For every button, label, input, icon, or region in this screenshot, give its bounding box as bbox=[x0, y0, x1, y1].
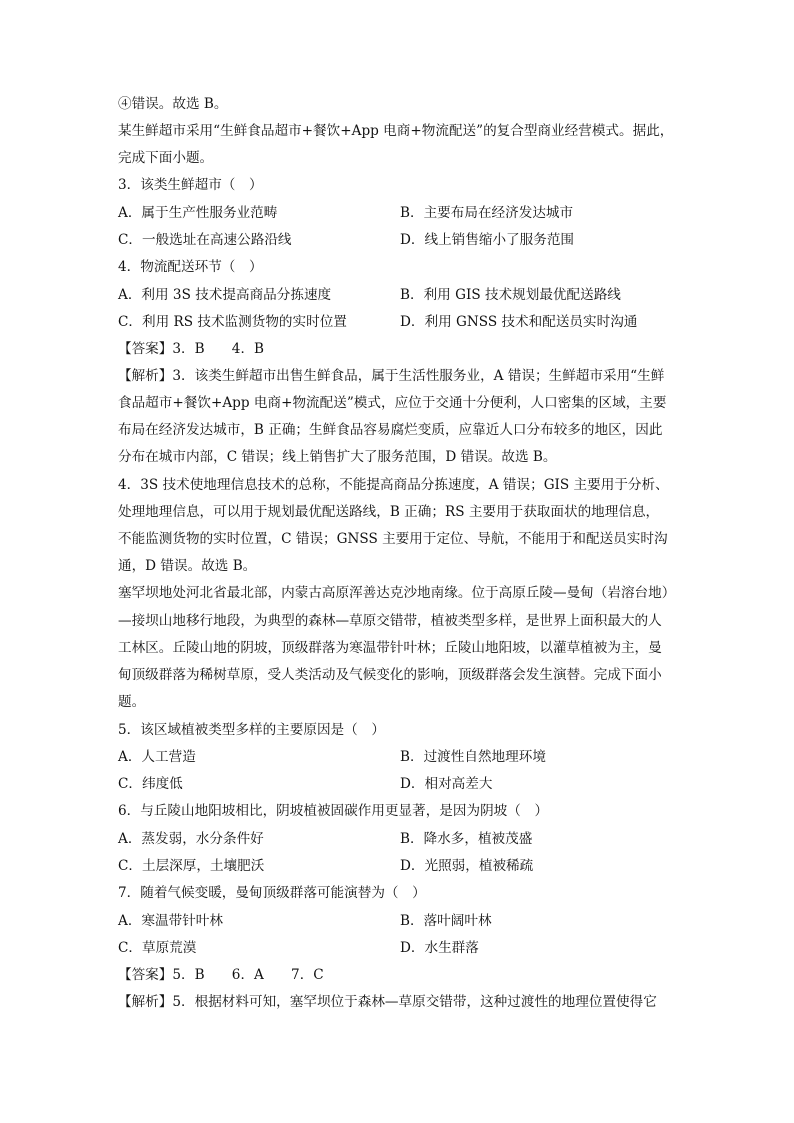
option-3a: A．属于生产性服务业范畴 bbox=[118, 205, 278, 221]
answer-line: 【答案】5．B 6．A 7．C bbox=[118, 967, 324, 983]
question-3: 3．该类生鲜超市（ ） bbox=[118, 177, 263, 193]
material-line: 某生鲜超市采用“生鲜食品超市+餐饮+App 电商+物流配送”的复合型商业经营模式。据此， bbox=[118, 123, 674, 139]
explanation-line: 【解析】3．该类生鲜超市出售生鲜食品，属于生活性服务业，A 错误；生鲜超市采用“生鲜 bbox=[118, 368, 665, 384]
material-line: —接坝山地移行地段，为典型的森林—草原交错带，植被类型多样，是世界上面积最大的人 bbox=[118, 613, 662, 629]
material-line: 题。 bbox=[118, 694, 146, 710]
option-4d: D．利用 GNSS 技术和配送员实时沟通 bbox=[400, 314, 638, 330]
explanation-line: 【解析】5．根据材料可知，塞罕坝位于森林—草原交错带，这种过渡性的地理位置使得它 bbox=[118, 994, 657, 1010]
option-4b: B．利用 GIS 技术规划最优配送路线 bbox=[400, 287, 621, 303]
explanation-line: 通，D 错误。故选 B。 bbox=[118, 558, 257, 574]
option-7b: B．落叶阔叶林 bbox=[400, 913, 492, 929]
question-7: 7．随着气候变暖，曼甸顶级群落可能演替为（ ） bbox=[118, 885, 426, 901]
option-6c: C．土层深厚，土壤肥沃 bbox=[118, 858, 265, 874]
explanation-line: 分布在城市内部，C 错误；线上销售扩大了服务范围，D 错误。故选 B。 bbox=[118, 449, 557, 465]
option-6b: B．降水多，植被茂盛 bbox=[400, 831, 533, 847]
material-line: 工林区。丘陵山地的阴坡，顶级群落为寒温带针叶林；丘陵山地阳坡，以灌草植被为主，曼 bbox=[118, 640, 662, 656]
option-5b: B．过渡性自然地理环境 bbox=[400, 749, 546, 765]
option-4c: C．利用 RS 技术监测货物的实时位置 bbox=[118, 314, 347, 330]
option-3d: D．线上销售缩小了服务范围 bbox=[400, 232, 575, 248]
explanation-line: 布局在经济发达城市，B 正确；生鲜食品容易腐烂变质，应靠近人口分布较多的地区，因此 bbox=[118, 422, 663, 438]
material-line: 塞罕坝地处河北省最北部，内蒙古高原浑善达克沙地南缘。位于高原丘陵—曼甸（岩溶台地） bbox=[118, 585, 676, 601]
explanation-line: 处理地理信息，可以用于规划最优配送路线，B 正确；RS 主要用于获取面状的地理信息， bbox=[118, 504, 660, 520]
prev-answer-end: ④错误。故选 B。 bbox=[118, 96, 228, 112]
question-5: 5．该区域植被类型多样的主要原因是（ ） bbox=[118, 722, 385, 738]
option-3b: B．主要布局在经济发达城市 bbox=[400, 205, 574, 221]
option-5d: D．相对高差大 bbox=[400, 776, 493, 792]
option-7c: C．草原荒漠 bbox=[118, 940, 197, 956]
question-6: 6．与丘陵山地阳坡相比，阴坡植被固碳作用更显著，是因为阴坡（ ） bbox=[118, 803, 549, 819]
material-line: 完成下面小题。 bbox=[118, 150, 214, 166]
explanation-line: 4．3S 技术使地理信息技术的总称，不能提高商品分拣速度，A 错误；GIS 主要用于分析、 bbox=[118, 477, 669, 493]
option-5a: A．人工营造 bbox=[118, 749, 196, 765]
explanation-line: 不能监测货物的实时位置，C 错误；GNSS 主要用于定位、导航，不能用于和配送员实时沟 bbox=[118, 531, 668, 547]
option-7d: D．水生群落 bbox=[400, 940, 479, 956]
option-3c: C．一般选址在高速公路沿线 bbox=[118, 232, 292, 248]
explanation-line: 食品超市+餐饮+App 电商+物流配送”模式，应位于交通十分便利，人口密集的区域，主要 bbox=[118, 395, 667, 411]
option-4a: A．利用 3S 技术提高商品分拣速度 bbox=[118, 287, 332, 303]
option-7a: A．寒温带针叶林 bbox=[118, 913, 223, 929]
question-4: 4．物流配送环节（ ） bbox=[118, 259, 263, 275]
option-5c: C．纬度低 bbox=[118, 776, 183, 792]
option-6a: A．蒸发弱，水分条件好 bbox=[118, 831, 264, 847]
option-6d: D．光照弱，植被稀疏 bbox=[400, 858, 534, 874]
material-line: 甸顶级群落为稀树草原，受人类活动及气候变化的影响，顶级群落会发生演替。完成下面小 bbox=[118, 667, 662, 683]
answer-line: 【答案】3．B 4．B bbox=[118, 341, 265, 357]
